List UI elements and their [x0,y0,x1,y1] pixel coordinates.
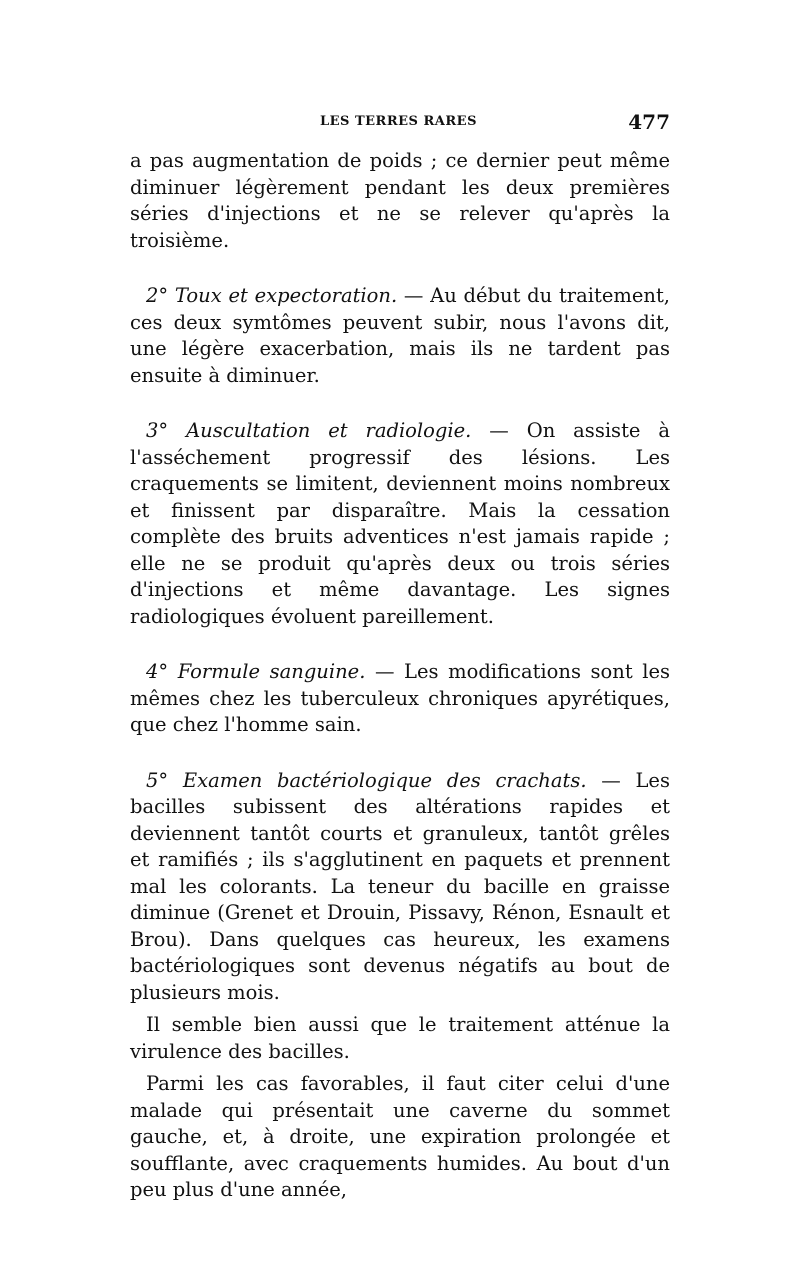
running-head-title: LES TERRES RARES [320,114,477,129]
paragraph-text: — Au début du traitement, ces deux symtômes peuvent subir, nous l'avons dit, une légère exacerbation, mais ils ne tardent pas ensuite à diminuer. [130,284,670,387]
paragraph-text: a pas augmentation de poids ; ce dernier peut même diminuer légèrement pendant les deux premières séries d'injections et ne se relever qu'après la troisième. [130,149,670,252]
section-label: 2° Toux et expectoration. [146,284,398,307]
paragraph-toux [130,283,670,389]
paragraph-text: Il semble bien aussi que le traitement atténue la virulence des bacilles. [130,1013,670,1063]
running-head [130,110,670,140]
paragraph-formule [130,659,670,739]
paragraph-cas-favorables [130,1071,670,1204]
paragraph-text: — Les modifications sont les mêmes chez les tuberculeux chroniques apyrétiques, que chez l'homme sain. [130,660,671,736]
paragraph-auscultation [130,418,670,630]
page-number: 477 [628,110,670,134]
paragraph-virulence [130,1012,670,1065]
paragraph-text: — Les bacilles subissent des altérations rapides et deviennent tantôt courts et granuleux, tantôt grêles et ramifiés ; ils s'agglutinent en paquets et prennent mal les colorants. La teneur du bacille en graisse diminue (Grenet et Drouin, Pissavy, Rénon, Esnault et Brou). Dans quelques cas heureux, les examens bactériologiques sont devenus négatifs au bout de plusieurs mois. [130,768,670,1004]
paragraph-continuation [130,148,670,254]
paragraph-text: Parmi les cas favorables, il faut citer celui d'une malade qui présentait une caverne du sommet gauche, et, à droite, une expiration prolongée et soufflante, avec craquements humides. Au bout d'un peu plus d'une année, [130,1072,670,1201]
section-label: 3° Auscultation et radiologie. [146,419,472,442]
paragraph-examen [130,768,670,1007]
section-label: 5° Examen bactériologique des crachats. [146,768,587,792]
paragraph-text: — On assiste à l'asséchement progressif des lésions. Les craquements se limitent, deviennent moins nombreux et finissent par disparaître. Mais la cessation complète des bruits adventices n'est jamais rapide ; elle ne se produit qu'après deux ou trois séries d'injections et même davantage. Les signes radiologiques évoluent pareillement. [130,419,670,628]
section-label: 4° Formule sanguine. [146,660,366,683]
body-text [130,148,670,1204]
